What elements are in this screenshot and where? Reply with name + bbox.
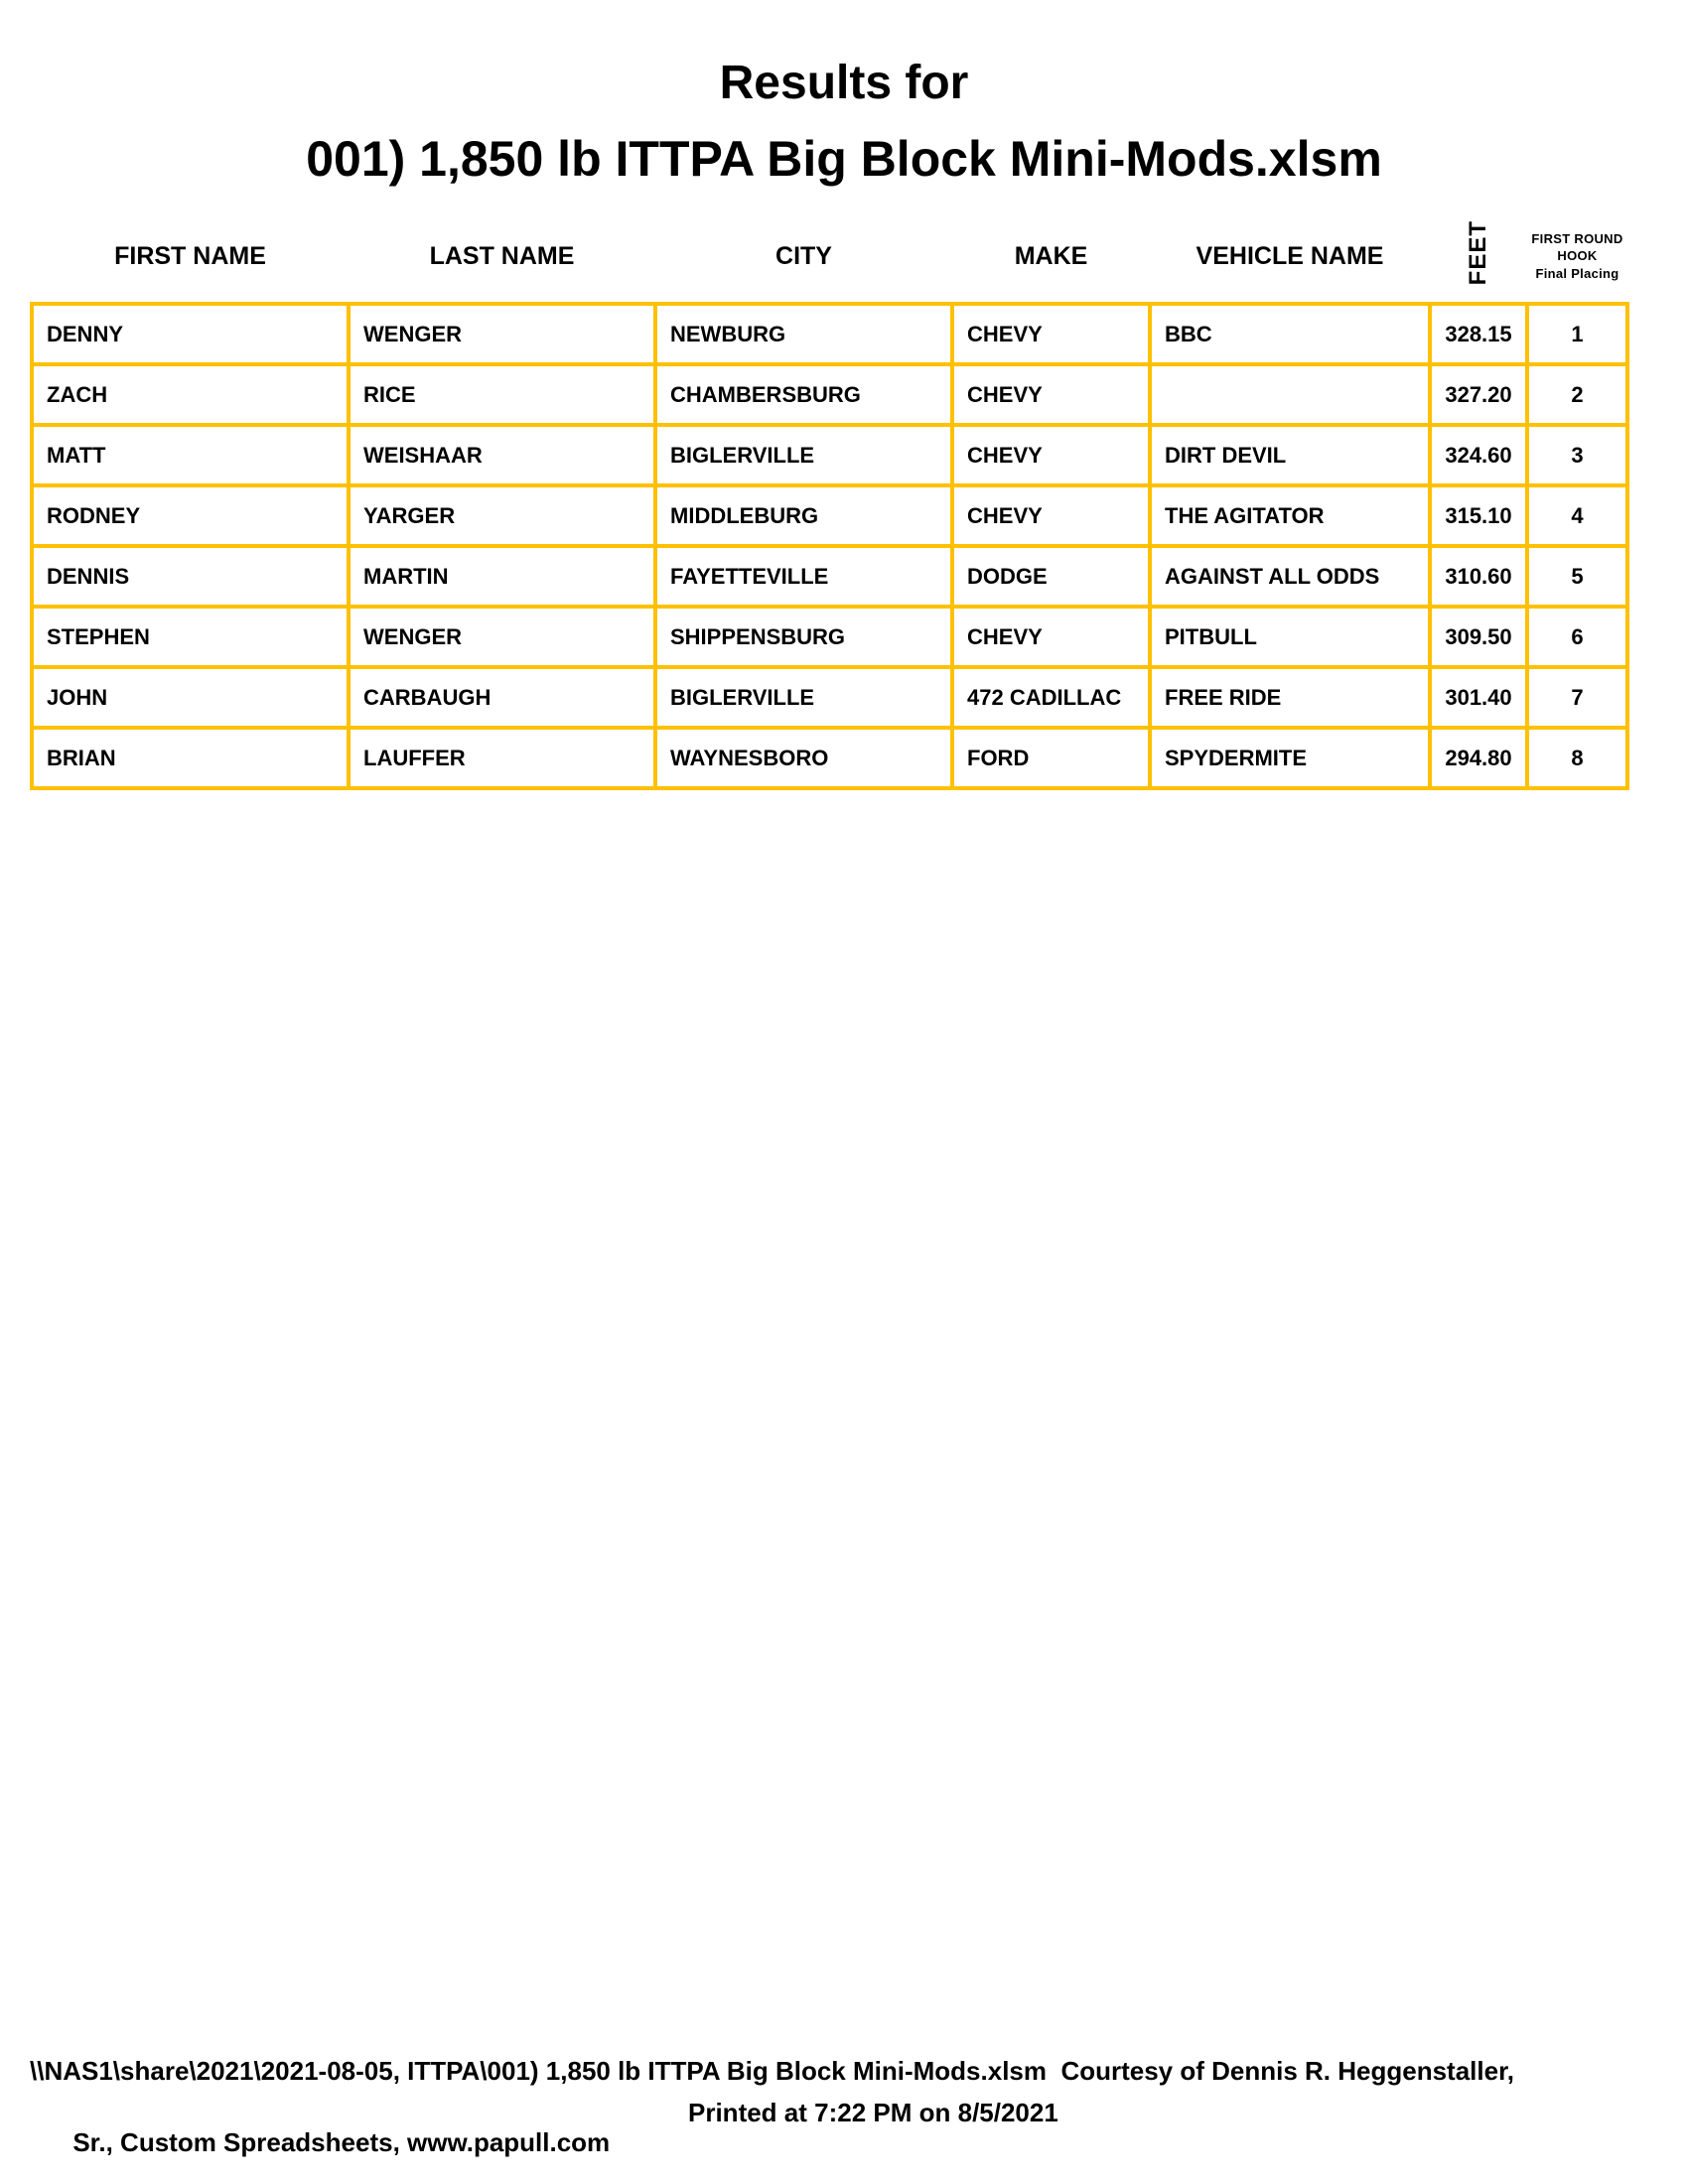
results-table-body — [32, 304, 1627, 788]
cell-final-placing: 1 — [1527, 304, 1627, 364]
cell-make: 472 CADILLAC — [952, 667, 1150, 728]
feet-rotated-label: FEET — [1465, 219, 1491, 286]
cell-last-name: YARGER — [349, 485, 655, 546]
hook-header-line1: FIRST ROUND — [1531, 230, 1623, 246]
cell-vehicle-name: AGAINST ALL ODDS — [1150, 546, 1430, 607]
cell-city: SHIPPENSBURG — [655, 607, 952, 667]
cell-first-name: MATT — [32, 425, 349, 485]
cell-first-name: STEPHEN — [32, 607, 349, 667]
cell-city: WAYNESBORO — [655, 728, 952, 788]
col-header-feet — [1430, 210, 1527, 304]
col-header-vehicle-name: VEHICLE NAME — [1196, 241, 1384, 270]
cell-final-placing: 5 — [1527, 546, 1627, 607]
cell-last-name: RICE — [349, 364, 655, 425]
table-row — [32, 546, 1627, 607]
page-title: Results for — [719, 57, 969, 109]
cell-final-placing: 6 — [1527, 607, 1627, 667]
cell-vehicle-name — [1150, 364, 1430, 425]
results-table — [30, 210, 1629, 790]
header-row — [32, 210, 1627, 304]
page-footer — [30, 2057, 1658, 2184]
table-row — [32, 485, 1627, 546]
cell-vehicle-name: THE AGITATOR — [1150, 485, 1430, 546]
cell-last-name: LAUFFER — [349, 728, 655, 788]
table-row — [32, 425, 1627, 485]
cell-first-name: DENNY — [32, 304, 349, 364]
cell-feet: 324.60 — [1430, 425, 1527, 485]
cell-city: BIGLERVILLE — [655, 667, 952, 728]
cell-make: CHEVY — [952, 364, 1150, 425]
cell-first-name: RODNEY — [32, 485, 349, 546]
cell-last-name: WENGER — [349, 607, 655, 667]
cell-feet: 310.60 — [1430, 546, 1527, 607]
col-header-last-name: LAST NAME — [429, 241, 575, 270]
title-block — [0, 58, 1688, 187]
cell-make: CHEVY — [952, 304, 1150, 364]
cell-city: CHAMBERSBURG — [655, 364, 952, 425]
cell-last-name: CARBAUGH — [349, 667, 655, 728]
cell-make: CHEVY — [952, 607, 1150, 667]
cell-first-name: DENNIS — [32, 546, 349, 607]
footer-printed-timestamp: Printed at 7:22 PM on 8/5/2021 — [688, 2097, 1058, 2127]
cell-last-name: MARTIN — [349, 546, 655, 607]
col-header-first-round-hook — [1527, 210, 1627, 304]
col-header-make: MAKE — [1014, 241, 1088, 270]
cell-first-name: BRIAN — [32, 728, 349, 788]
cell-vehicle-name: DIRT DEVIL — [1150, 425, 1430, 485]
cell-city: NEWBURG — [655, 304, 952, 364]
cell-make: FORD — [952, 728, 1150, 788]
cell-final-placing: 4 — [1527, 485, 1627, 546]
cell-feet: 301.40 — [1430, 667, 1527, 728]
cell-final-placing: 2 — [1527, 364, 1627, 425]
cell-feet: 315.10 — [1430, 485, 1527, 546]
cell-vehicle-name: SPYDERMITE — [1150, 728, 1430, 788]
cell-first-name: ZACH — [32, 364, 349, 425]
cell-feet: 327.20 — [1430, 364, 1527, 425]
hook-header-line3: Final Placing — [1535, 265, 1619, 281]
table-row — [32, 364, 1627, 425]
cell-first-name: JOHN — [32, 667, 349, 728]
cell-feet: 309.50 — [1430, 607, 1527, 667]
cell-make: DODGE — [952, 546, 1150, 607]
table-row — [32, 304, 1627, 364]
footer-file-path: \\NAS1\share\2021\2021-08-05, ITTPA\001) 1,850 lb ITTPA Big Block Mini-Mods.xlsm Courtesy of Dennis R. Heggenstaller, — [30, 2056, 1514, 2086]
cell-make: CHEVY — [952, 425, 1150, 485]
table-row — [32, 728, 1627, 788]
table-row — [32, 667, 1627, 728]
col-header-city: CITY — [775, 241, 832, 270]
cell-vehicle-name: PITBULL — [1150, 607, 1430, 667]
page-subtitle-filename: 001) 1,850 lb ITTPA Big Block Mini-Mods.xlsm — [306, 130, 1382, 187]
cell-last-name: WENGER — [349, 304, 655, 364]
footer-courtesy-continued: Sr., Custom Spreadsheets, www.papull.com — [72, 2126, 611, 2157]
cell-feet: 294.80 — [1430, 728, 1527, 788]
cell-last-name: WEISHAAR — [349, 425, 655, 485]
cell-make: CHEVY — [952, 485, 1150, 546]
cell-vehicle-name: FREE RIDE — [1150, 667, 1430, 728]
cell-feet: 328.15 — [1430, 304, 1527, 364]
cell-final-placing: 7 — [1527, 667, 1627, 728]
hook-header-line2: HOOK — [1557, 248, 1598, 264]
cell-city: BIGLERVILLE — [655, 425, 952, 485]
cell-final-placing: 3 — [1527, 425, 1627, 485]
cell-vehicle-name: BBC — [1150, 304, 1430, 364]
table-row — [32, 607, 1627, 667]
cell-city: FAYETTEVILLE — [655, 546, 952, 607]
cell-city: MIDDLEBURG — [655, 485, 952, 546]
cell-final-placing: 8 — [1527, 728, 1627, 788]
col-header-first-name: FIRST NAME — [114, 241, 266, 270]
